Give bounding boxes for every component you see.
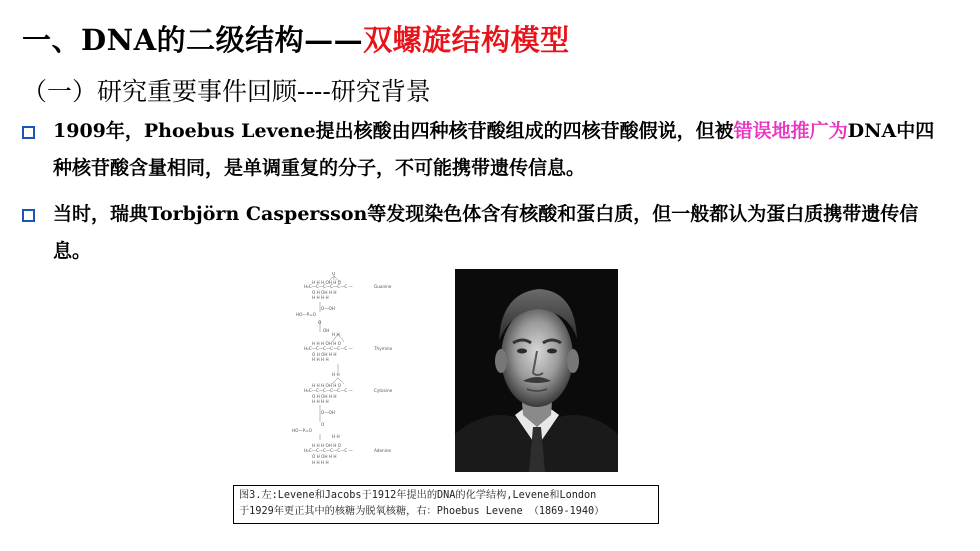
bullet-text: 当时，瑞典Torbjörn Caspersson等发现染色体含有核酸和蛋白质，但一般都认为蛋白质携带遗传信息。 [53, 203, 919, 262]
svg-text:H H H OH H O: H H H OH H O [312, 383, 341, 388]
svg-text:H H H OH H O: H H H OH H O [312, 443, 341, 448]
svg-text:O—OH: O—OH [321, 410, 335, 415]
caption-line-1: 图3.左:Levene和Jacobs于1912年提出的DNA的化学结构,Levene和London [239, 490, 597, 501]
phosphate-group-1 [296, 302, 335, 333]
page-title [22, 18, 570, 59]
svg-text:H₂C—C—C—C—C—C —: H₂C—C—C—C—C—C — [304, 284, 353, 289]
svg-text:OH: OH [323, 328, 330, 333]
square-bullet-icon [22, 126, 35, 139]
svg-text:O H OH H H: O H OH H H [312, 290, 337, 295]
bullet-text-part1: 1909年，Phoebus Levene提出核酸由四种核苷酸组成的四核苷酸假说，但被 [53, 120, 734, 142]
svg-text:O: O [332, 272, 336, 276]
nucleotide-block-1 [304, 272, 392, 300]
section-subtitle: （一）研究重要事件回顾----研究背景 [22, 77, 431, 106]
svg-text:Adenine: Adenine [374, 448, 392, 453]
svg-text:H H H H: H H H H [312, 295, 329, 300]
svg-text:Cytosine: Cytosine [374, 388, 393, 393]
svg-text:HO—P=O: HO—P=O [292, 428, 312, 433]
svg-text:H H H H: H H H H [312, 460, 329, 465]
bullet-text-highlight: 错误地推广为 [733, 120, 848, 142]
svg-text:H H H H: H H H H [312, 399, 329, 404]
nucleotide-block-4 [304, 434, 391, 465]
bullet-item-caspersson [22, 196, 952, 270]
svg-text:H H: H H [332, 372, 340, 377]
figure-caption [233, 485, 659, 524]
svg-text:Thymine: Thymine [374, 346, 393, 351]
title-prefix: 一、DNA的二级结构—— [22, 23, 364, 57]
bullet-text [53, 113, 952, 187]
title-highlight: 双螺旋结构模型 [363, 23, 570, 57]
svg-text:H H H OH H O: H H H OH H O [312, 280, 341, 285]
svg-text:O H OH H H: O H OH H H [312, 352, 337, 357]
tetranucleotide-structure-figure [288, 272, 400, 468]
nucleotide-block-3 [304, 372, 393, 404]
svg-text:HO—P=O: HO—P=O [296, 312, 316, 317]
nucleotide-block-2 [304, 332, 393, 372]
svg-text:O H OH H H: O H OH H H [312, 454, 337, 459]
caption-line-2: 于1929年更正其中的核糖为脱氧核糖，右：Phoebus Levene （1869-1940） [239, 506, 605, 517]
svg-text:O: O [318, 320, 322, 325]
bullet-text-part2: DNA中四种核苷酸含量相同，是单调重复的分子，不可能携带遗传信息。 [53, 120, 935, 179]
svg-text:H H H H: H H H H [312, 357, 329, 362]
svg-text:H₂C—C—C—C—C—C —: H₂C—C—C—C—C—C — [304, 448, 353, 453]
square-bullet-icon [22, 209, 35, 222]
svg-text:H H: H H [332, 434, 340, 439]
svg-text:H H: H H [332, 332, 340, 337]
svg-text:O—OH: O—OH [321, 306, 335, 311]
base-label: Guanine [374, 284, 392, 289]
svg-text:O H OH H H: O H OH H H [312, 394, 337, 399]
svg-text:H H H OH H O: H H H OH H O [312, 341, 341, 346]
svg-text:H₂C—C—C—C—C—C —: H₂C—C—C—C—C—C — [304, 346, 353, 351]
svg-text:H₂C—C—C—C—C—C —: H₂C—C—C—C—C—C — [304, 388, 353, 393]
phosphate-group-2 [292, 405, 335, 440]
phoebus-levene-portrait [455, 269, 618, 472]
svg-text:O: O [321, 422, 325, 427]
bullet-item-levene [22, 113, 952, 187]
